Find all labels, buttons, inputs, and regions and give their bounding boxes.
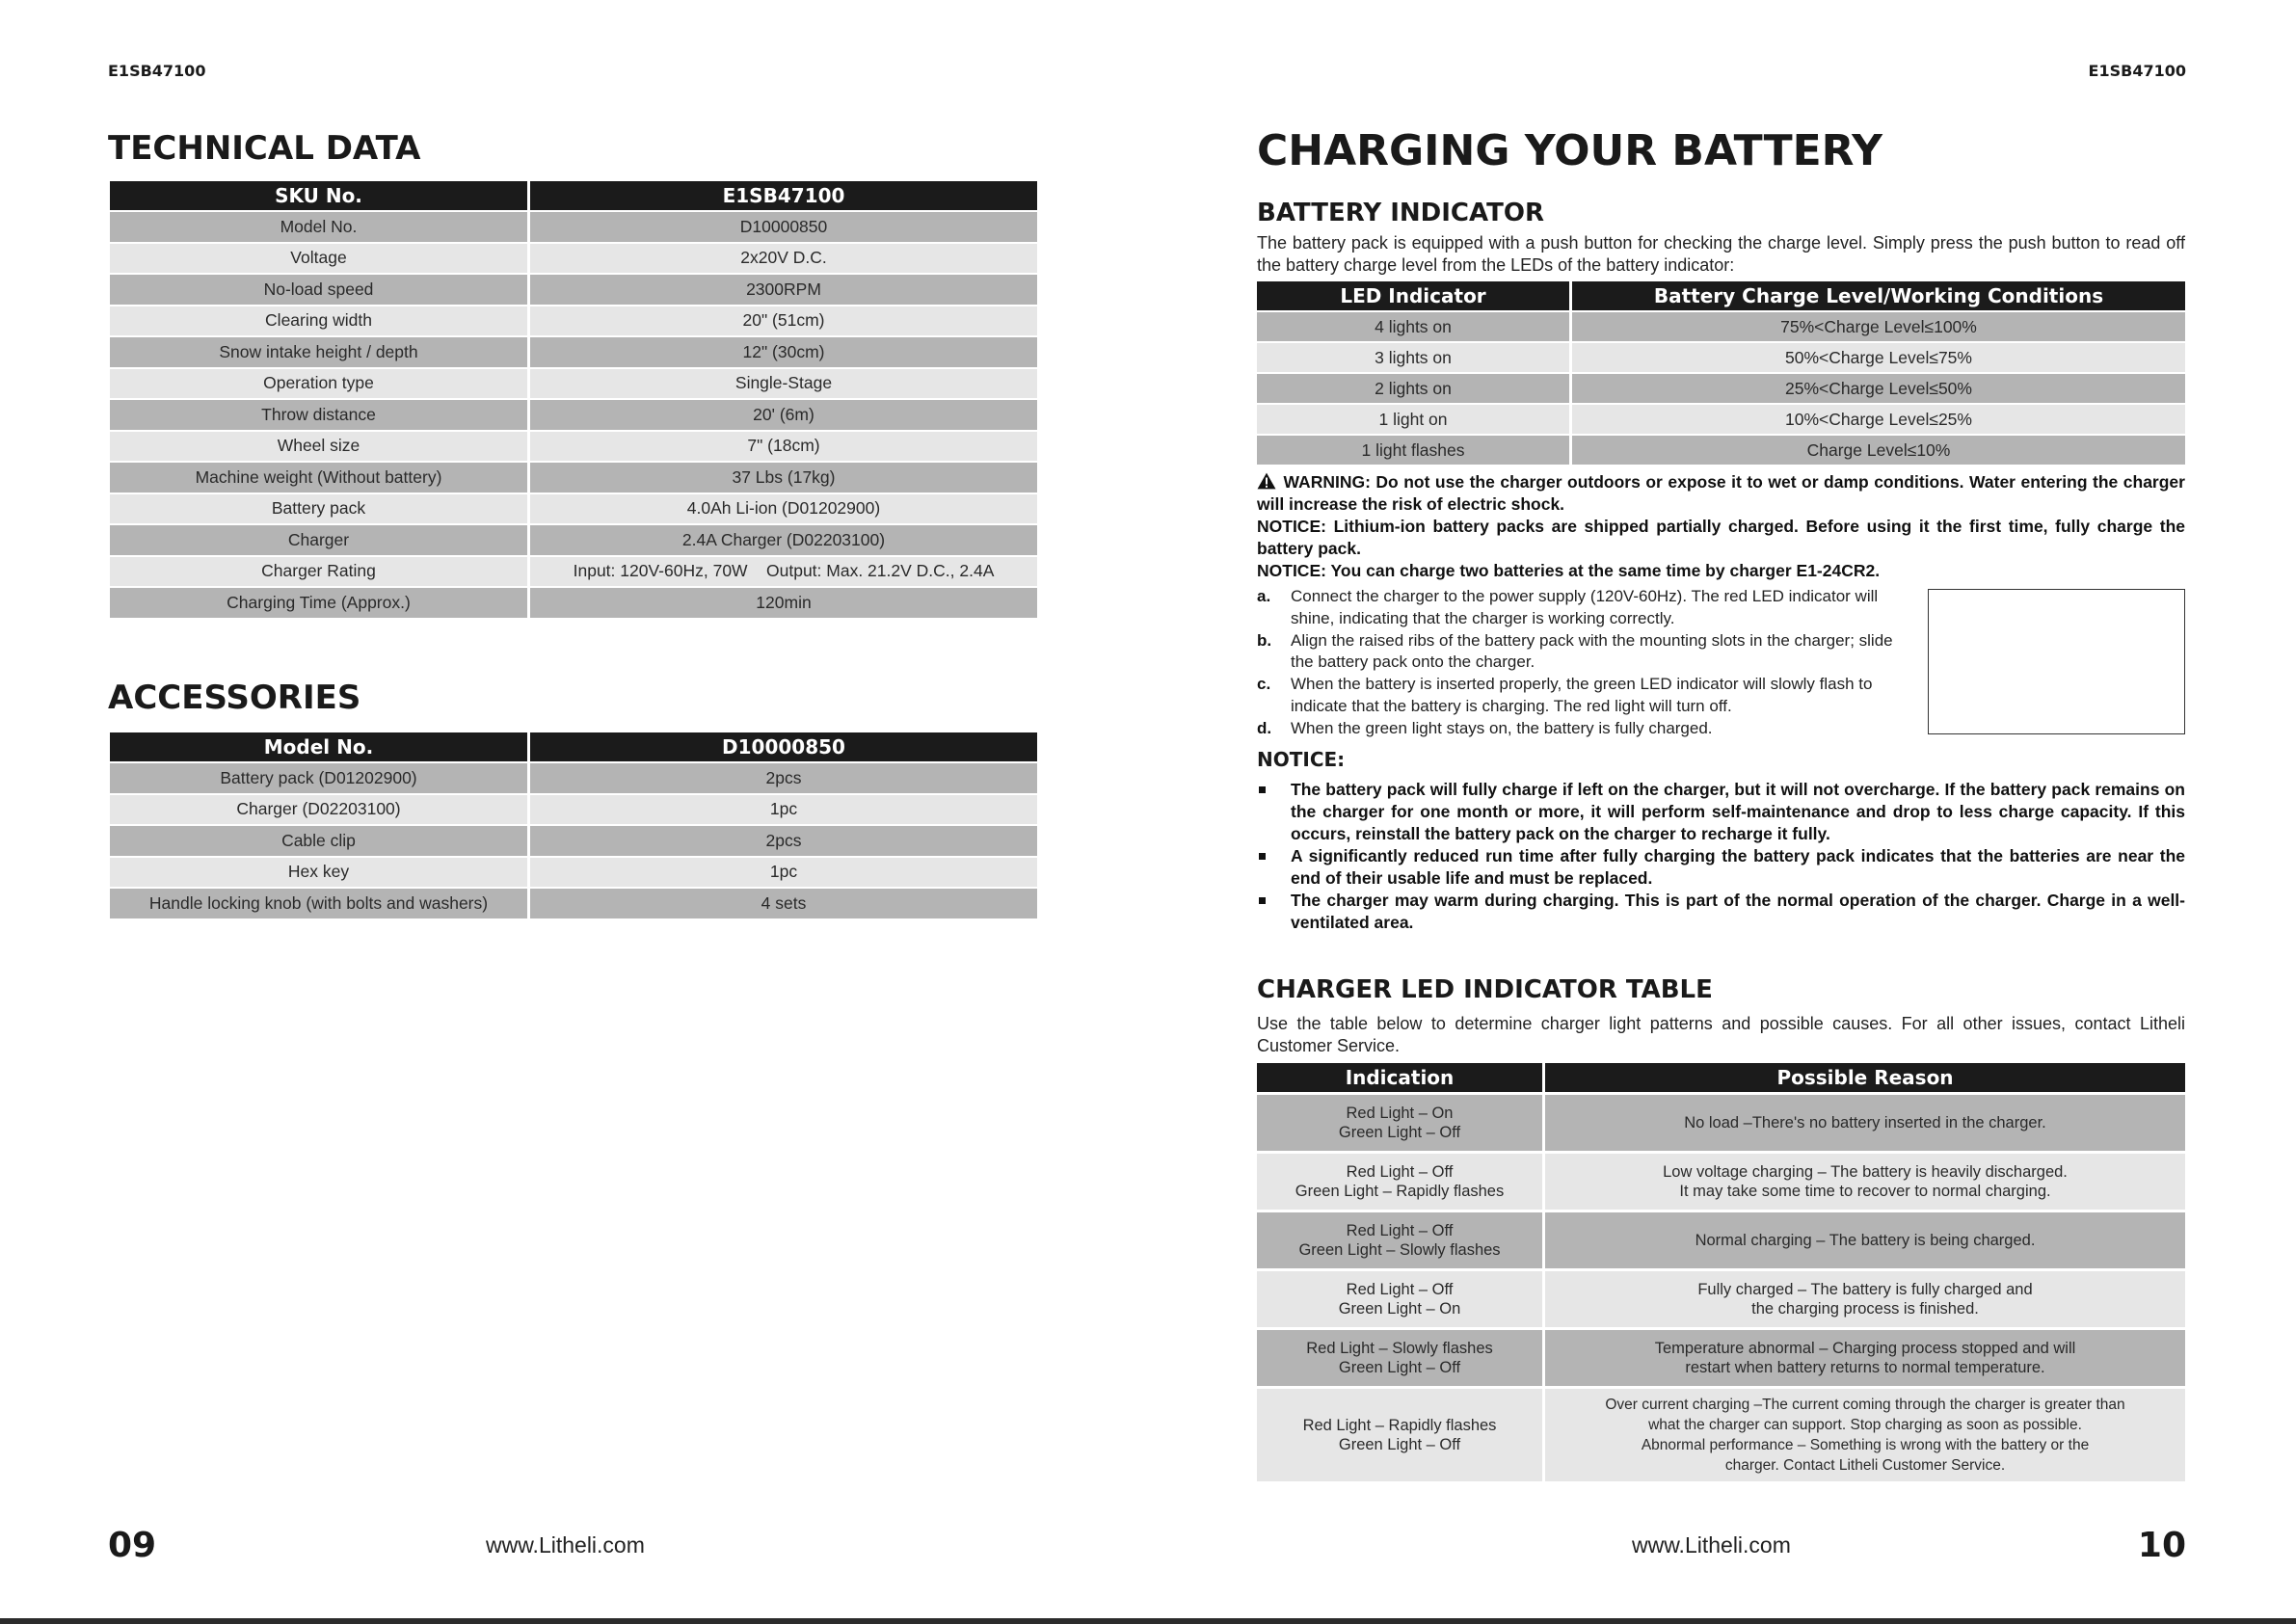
spec-label: Wheel size bbox=[110, 432, 527, 462]
reason-cell bbox=[1545, 1330, 2185, 1386]
table-row bbox=[110, 306, 1037, 336]
table-row bbox=[110, 244, 1037, 274]
reason-cell bbox=[1545, 1271, 2185, 1327]
left-footer-website: www.Litheli.com bbox=[486, 1532, 645, 1557]
technical-data-title: TECHNICAL DATA bbox=[108, 129, 421, 168]
accessory-quantity: 4 sets bbox=[530, 889, 1037, 918]
accessory-quantity: 1pc bbox=[530, 795, 1037, 825]
step-text: Connect the charger to the power supply (120V-60Hz). The red LED indicator will shine, indicating that the charger is working correctly. bbox=[1291, 587, 1879, 627]
indication-line: Red Light – Slowly flashes bbox=[1306, 1340, 1493, 1357]
reason-line: charger. Contact Litheli Customer Service. bbox=[1724, 1457, 2006, 1474]
table-row bbox=[1257, 436, 2185, 465]
table-row bbox=[1257, 1212, 2185, 1268]
spec-value: Input: 120V-60Hz, 70W Output: Max. 21.2V D.C., 2.4A bbox=[530, 557, 1037, 587]
spec-label: Charging Time (Approx.) bbox=[110, 588, 527, 618]
step-text: Align the raised ribs of the battery pack with the mounting slots in the charger; slide the battery pack onto the charger. bbox=[1291, 630, 1893, 672]
table-row bbox=[110, 826, 1037, 856]
indication-line: Red Light – On bbox=[1346, 1105, 1454, 1122]
indication-line: Red Light – Off bbox=[1346, 1163, 1454, 1181]
table-header-row bbox=[1257, 1063, 2185, 1092]
indication-line: Green Light – Off bbox=[1338, 1124, 1461, 1141]
reason-line: what the charger can support. Stop charging as soon as possible. bbox=[1648, 1417, 2082, 1433]
accessory-quantity: 2pcs bbox=[530, 826, 1037, 856]
indication-cell bbox=[1257, 1095, 1542, 1151]
step-marker: c. bbox=[1257, 675, 1271, 694]
charge-level: 25%<Charge Level≤50% bbox=[1572, 374, 2185, 403]
spec-label: Operation type bbox=[110, 369, 527, 399]
table-row bbox=[1257, 343, 2185, 372]
warning-icon bbox=[1257, 472, 1276, 490]
charge-level: 75%<Charge Level≤100% bbox=[1572, 312, 2185, 341]
table-row bbox=[110, 858, 1037, 888]
table-row bbox=[110, 889, 1037, 918]
reason-line: No load –There's no battery inserted in the charger. bbox=[1684, 1114, 2046, 1131]
column-header: Battery Charge Level/Working Conditions bbox=[1572, 281, 2185, 310]
spec-label: No-load speed bbox=[110, 275, 527, 305]
charging-steps-list bbox=[1257, 586, 1915, 740]
reason-line: the charging process is finished. bbox=[1751, 1300, 1979, 1318]
table-row bbox=[110, 763, 1037, 793]
table-row bbox=[110, 275, 1037, 305]
battery-indicator-heading: BATTERY INDICATOR bbox=[1257, 199, 1544, 227]
spec-label: Charger bbox=[110, 525, 527, 555]
left-page-number: 09 bbox=[108, 1526, 157, 1565]
reason-cell bbox=[1545, 1154, 2185, 1210]
indication-line: Green Light – Slowly flashes bbox=[1298, 1241, 1501, 1259]
column-header: Possible Reason bbox=[1545, 1063, 2185, 1092]
accessory-quantity: 2pcs bbox=[530, 763, 1037, 793]
table-row bbox=[1257, 374, 2185, 403]
table-row bbox=[1257, 1154, 2185, 1210]
step-text: When the battery is inserted properly, the green LED indicator will slowly flash to indicate that the battery is charging. The red light will turn off. bbox=[1291, 675, 1873, 715]
accessories-title: ACCESSORIES bbox=[108, 679, 361, 717]
table-row bbox=[1257, 1095, 2185, 1151]
list-item bbox=[1257, 845, 2185, 890]
table-row bbox=[110, 525, 1037, 555]
spec-value: 2.4A Charger (D02203100) bbox=[530, 525, 1037, 555]
indication-line: Green Light – Off bbox=[1338, 1436, 1461, 1453]
column-header: Model No. bbox=[110, 732, 527, 761]
list-item bbox=[1257, 586, 1915, 630]
table-row bbox=[110, 212, 1037, 242]
spec-value: 120min bbox=[530, 588, 1037, 618]
spec-label: Machine weight (Without battery) bbox=[110, 463, 527, 493]
indication-line: Green Light – On bbox=[1338, 1300, 1461, 1318]
indication-line: Red Light – Rapidly flashes bbox=[1302, 1417, 1497, 1434]
spec-value: 20" (51cm) bbox=[530, 306, 1037, 336]
battery-indicator-intro: The battery pack is equipped with a push button for checking the charge level. Simply press the push button to read off the battery charge level from the LEDs of the battery indicator: bbox=[1257, 233, 2185, 275]
list-item bbox=[1257, 674, 1915, 718]
reason-cell bbox=[1545, 1389, 2185, 1481]
accessory-item: Charger (D02203100) bbox=[110, 795, 527, 825]
accessory-item: Hex key bbox=[110, 858, 527, 888]
spec-value: Single-Stage bbox=[530, 369, 1037, 399]
accessories-table bbox=[107, 731, 1040, 920]
table-row bbox=[110, 557, 1037, 587]
notice-paragraph bbox=[1257, 560, 2185, 582]
page-title: CHARGING YOUR BATTERY bbox=[1257, 126, 1883, 175]
charge-level: 10%<Charge Level≤25% bbox=[1572, 405, 2185, 434]
spec-value: D10000850 bbox=[530, 212, 1037, 242]
right-header-code: E1SB47100 bbox=[2088, 62, 2186, 80]
reason-line: It may take some time to recover to normal charging. bbox=[1679, 1183, 2051, 1200]
list-item bbox=[1257, 630, 1915, 675]
spec-label: Clearing width bbox=[110, 306, 527, 336]
spec-label: Throw distance bbox=[110, 400, 527, 430]
table-header-row bbox=[1257, 281, 2185, 310]
right-footer-website: www.Litheli.com bbox=[1632, 1532, 1791, 1557]
notice-paragraph bbox=[1257, 516, 2185, 560]
list-item bbox=[1257, 890, 2185, 934]
reason-line: Low voltage charging – The battery is heavily discharged. bbox=[1663, 1163, 2068, 1181]
reason-line: Normal charging – The battery is being charged. bbox=[1695, 1232, 2036, 1249]
bullet-marker bbox=[1257, 890, 1291, 934]
spec-value: 4.0Ah Li-ion (D01202900) bbox=[530, 494, 1037, 524]
indication-cell bbox=[1257, 1154, 1542, 1210]
reason-line: Fully charged – The battery is fully charged and bbox=[1697, 1281, 2033, 1298]
table-row bbox=[1257, 405, 2185, 434]
battery-led-table bbox=[1254, 280, 2188, 466]
step-marker: b. bbox=[1257, 630, 1272, 650]
spec-value: 12" (30cm) bbox=[530, 337, 1037, 367]
table-row bbox=[1257, 1330, 2185, 1386]
step-text: When the green light stays on, the battery is fully charged. bbox=[1291, 718, 1713, 737]
table-row bbox=[110, 795, 1037, 825]
step-marker: d. bbox=[1257, 718, 1272, 737]
accessory-item: Handle locking knob (with bolts and washers) bbox=[110, 889, 527, 918]
notice-text: You can charge two batteries at the same time by charger E1-24CR2. bbox=[1330, 561, 1881, 580]
indication-cell bbox=[1257, 1330, 1542, 1386]
reason-cell bbox=[1545, 1212, 2185, 1268]
bullet-text: The charger may warm during charging. This is part of the normal operation of the charger. Charge in a well-ventilated area. bbox=[1291, 891, 2185, 932]
indication-line: Red Light – Off bbox=[1346, 1222, 1454, 1239]
spec-label: Battery pack bbox=[110, 494, 527, 524]
notice-label: NOTICE: bbox=[1257, 517, 1326, 536]
table-row bbox=[110, 337, 1037, 367]
technical-data-table bbox=[107, 179, 1040, 620]
led-state: 1 light flashes bbox=[1257, 436, 1569, 465]
spec-value: 20' (6m) bbox=[530, 400, 1037, 430]
bullet-marker bbox=[1257, 845, 1291, 890]
charger-led-table bbox=[1254, 1060, 2188, 1484]
spec-value: 37 Lbs (17kg) bbox=[530, 463, 1037, 493]
spec-label: Snow intake height / depth bbox=[110, 337, 527, 367]
reason-cell bbox=[1545, 1095, 2185, 1151]
illustration-placeholder-box bbox=[1928, 589, 2185, 734]
table-header-row bbox=[110, 732, 1037, 761]
table-row bbox=[110, 400, 1037, 430]
column-header: LED Indicator bbox=[1257, 281, 1569, 310]
table-row bbox=[110, 494, 1037, 524]
spec-value: 2x20V D.C. bbox=[530, 244, 1037, 274]
column-header: D10000850 bbox=[530, 732, 1037, 761]
charge-level: Charge Level≤10% bbox=[1572, 436, 2185, 465]
led-state: 1 light on bbox=[1257, 405, 1569, 434]
indication-cell bbox=[1257, 1212, 1542, 1268]
column-header: SKU No. bbox=[110, 181, 527, 210]
table-header-row bbox=[110, 181, 1037, 210]
warning-paragraph bbox=[1257, 471, 2185, 516]
right-page-number: 10 bbox=[2137, 1526, 2186, 1565]
bullet-text: The battery pack will fully charge if left on the charger, but it will not overcharge. If the battery pack remains on the charger for one month or more, it will perform self-maintenance and drop to less charge capacity. If this occurs, reinstall the battery pack on the charger to recharge it fully. bbox=[1291, 780, 2185, 843]
indication-cell bbox=[1257, 1271, 1542, 1327]
spec-value: 7" (18cm) bbox=[530, 432, 1037, 462]
notice-label: NOTICE: bbox=[1257, 561, 1326, 580]
charger-led-table-heading: CHARGER LED INDICATOR TABLE bbox=[1257, 975, 1713, 1004]
spec-value: 2300RPM bbox=[530, 275, 1037, 305]
indication-line: Green Light – Off bbox=[1338, 1359, 1461, 1376]
table-row bbox=[110, 463, 1037, 493]
indication-line: Green Light – Rapidly flashes bbox=[1295, 1183, 1505, 1200]
table-row bbox=[1257, 1389, 2185, 1481]
table-row bbox=[110, 432, 1037, 462]
bottom-edge-line bbox=[0, 1618, 2296, 1624]
column-header: E1SB47100 bbox=[530, 181, 1037, 210]
led-state: 2 lights on bbox=[1257, 374, 1569, 403]
indication-cell bbox=[1257, 1389, 1542, 1481]
reason-line: Temperature abnormal – Charging process stopped and will bbox=[1654, 1340, 2076, 1357]
bullet-marker bbox=[1257, 779, 1291, 845]
led-state: 4 lights on bbox=[1257, 312, 1569, 341]
notice-text: Lithium-ion battery packs are shipped partially charged. Before using it the first time, fully charge the battery pack. bbox=[1257, 517, 2185, 558]
accessory-quantity: 1pc bbox=[530, 858, 1037, 888]
accessory-item: Battery pack (D01202900) bbox=[110, 763, 527, 793]
table-row bbox=[1257, 1271, 2185, 1327]
indication-line: Red Light – Off bbox=[1346, 1281, 1454, 1298]
reason-line: Over current charging –The current coming through the charger is greater than bbox=[1605, 1397, 2125, 1413]
list-item bbox=[1257, 718, 1915, 740]
list-item bbox=[1257, 779, 2185, 845]
reason-line: restart when battery returns to normal temperature. bbox=[1685, 1359, 2045, 1376]
led-state: 3 lights on bbox=[1257, 343, 1569, 372]
column-header: Indication bbox=[1257, 1063, 1542, 1092]
table-row bbox=[110, 588, 1037, 618]
spec-label: Charger Rating bbox=[110, 557, 527, 587]
reason-line: Abnormal performance – Something is wrong with the battery or the bbox=[1641, 1437, 2090, 1453]
left-header-code: E1SB47100 bbox=[108, 62, 206, 80]
spec-label: Voltage bbox=[110, 244, 527, 274]
table-row bbox=[110, 369, 1037, 399]
warning-notices-block bbox=[1257, 471, 2185, 582]
bullet-text: A significantly reduced run time after fully charging the battery pack indicates that the batteries are near the end of their usable life and must be replaced. bbox=[1291, 846, 2185, 888]
step-marker: a. bbox=[1257, 587, 1271, 605]
warning-text: Do not use the charger outdoors or expose it to wet or damp conditions. Water entering the charger will increase the risk of electric shock. bbox=[1257, 472, 2185, 514]
charge-level: 50%<Charge Level≤75% bbox=[1572, 343, 2185, 372]
table-row bbox=[1257, 312, 2185, 341]
notice-heading: NOTICE: bbox=[1257, 748, 1346, 771]
warning-label: WARNING: bbox=[1283, 472, 1371, 492]
charger-led-table-intro: Use the table below to determine charger light patterns and possible causes. For all other issues, contact Litheli Customer Service. bbox=[1257, 1014, 2185, 1055]
spec-label: Model No. bbox=[110, 212, 527, 242]
accessory-item: Cable clip bbox=[110, 826, 527, 856]
notice-bullet-list bbox=[1257, 779, 2185, 934]
